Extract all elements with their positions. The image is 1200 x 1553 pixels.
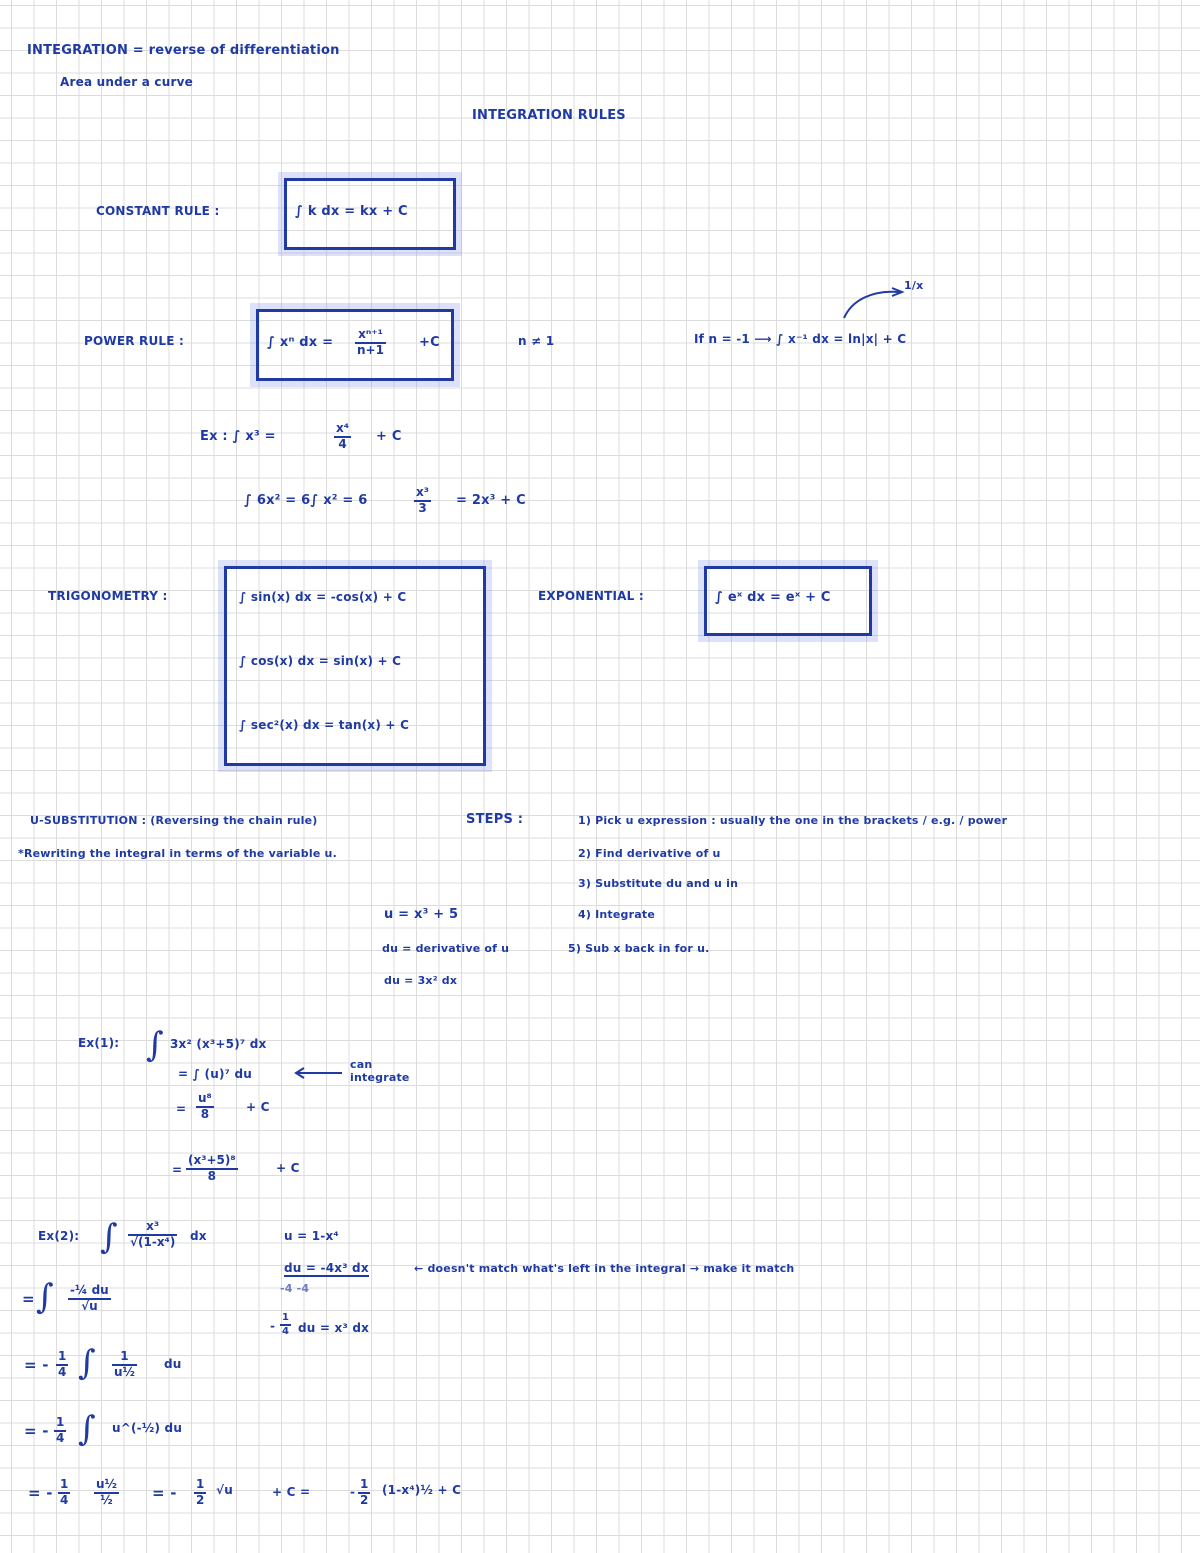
equals-sign: =: [172, 1163, 183, 1177]
step-5: 5) Sub x back in for u.: [568, 942, 710, 955]
constant-rule-formula: ∫ k dx = kx + C: [295, 204, 408, 219]
example-2-step4-plus-c: + C =: [272, 1485, 311, 1499]
power-rule-plus-c: +C: [419, 335, 440, 350]
page-subtitle: Area under a curve: [60, 75, 193, 89]
constant-rule-box: [284, 178, 456, 250]
example-2-integrand-denominator: √(1-x⁴): [130, 1234, 176, 1249]
example-2-step4-mid-denominator: 2: [196, 1492, 205, 1507]
minus-sign: -: [350, 1485, 356, 1499]
example-1-step4-denominator: 8: [207, 1168, 216, 1183]
example-2-step4-fraction: [94, 1478, 119, 1508]
example-2-dx: dx: [190, 1229, 207, 1243]
step-4: 4) Integrate: [578, 908, 655, 921]
trig-rule-sin: ∫ sin(x) dx = -cos(x) + C: [239, 590, 407, 604]
example-2-u-definition: u = 1-x⁴: [284, 1229, 339, 1243]
reciprocal-note: 1/x: [904, 279, 924, 292]
example-2-du-note: ← doesn't match what's left in the integral → make it match: [414, 1262, 795, 1275]
example-2-du-result-coefficient: [280, 1312, 291, 1337]
example-2-step2-denominator: u½: [114, 1364, 135, 1379]
constant-rule-label: CONSTANT RULE :: [96, 204, 220, 218]
example-2-step4-sqrt: √u: [216, 1483, 233, 1497]
example-2-du-result-coef-numerator: 1: [280, 1312, 291, 1326]
curved-arrow-icon: [840, 282, 910, 322]
du-definition: du = derivative of u: [382, 942, 510, 955]
example-2-integrand-fraction: [128, 1220, 177, 1250]
example-2-step4-mid-numerator: 1: [194, 1478, 206, 1494]
example-2-step3-coefficient: [54, 1416, 66, 1446]
example-2-step2-coefficient: [56, 1350, 68, 1380]
example-2-step3-suffix: u^(-½) du: [112, 1421, 183, 1435]
equals-minus-sign: = -: [24, 1356, 49, 1374]
power-example-2-fraction: [414, 486, 431, 516]
example-2-step4-coef-denominator: 4: [60, 1492, 69, 1507]
example-2-du-result-coef-denominator: 4: [282, 1325, 289, 1337]
du-result: du = 3x² dx: [384, 974, 458, 987]
can-integrate-note: can integrate: [350, 1058, 410, 1085]
example-2-step4-end-coefficient: [358, 1478, 370, 1508]
u-substitution-label: U-SUBSTITUTION : (Reversing the chain rule): [30, 814, 318, 827]
example-2-step4-end-numerator: 1: [358, 1478, 370, 1494]
example-2-step4-numerator: u½: [94, 1478, 119, 1494]
example-2-step2-coef-numerator: 1: [56, 1350, 68, 1366]
power-rule-numerator: xⁿ⁺¹: [355, 328, 386, 344]
example-1-integrand: 3x² (x³+5)⁷ dx: [170, 1037, 267, 1051]
equals-minus-sign: = -: [28, 1484, 53, 1502]
integral-sign-icon: ∫: [78, 1343, 96, 1383]
equals-minus-sign: = -: [24, 1422, 49, 1440]
power-example-1-prefix: Ex : ∫ x³ =: [200, 429, 276, 444]
example-2-du-result: du = x³ dx: [298, 1321, 370, 1335]
example-1-label: Ex(1):: [78, 1036, 120, 1050]
example-1-step3-fraction: [196, 1092, 214, 1122]
trigonometry-label: TRIGONOMETRY :: [48, 589, 168, 603]
example-2-step2-numerator: 1: [112, 1350, 137, 1366]
example-2-step4-coef-numerator: 1: [58, 1478, 70, 1494]
power-rule-box: [256, 309, 454, 381]
example-2-final-answer: (1-x⁴)½ + C: [382, 1483, 462, 1497]
example-2-step1-denominator: √u: [81, 1298, 98, 1313]
left-arrow-icon: [292, 1066, 344, 1080]
exponential-box: [704, 566, 872, 636]
example-2-step2-suffix: du: [164, 1357, 182, 1371]
power-example-2-prefix: ∫ 6x² = 6∫ x² = 6: [244, 493, 368, 508]
integral-sign-icon: ∫: [146, 1025, 164, 1065]
integral-sign-icon: ∫: [78, 1409, 96, 1449]
example-2-step3-coef-denominator: 4: [56, 1430, 65, 1445]
rules-heading: INTEGRATION RULES: [472, 108, 626, 123]
equals-minus-sign: = -: [152, 1484, 177, 1502]
example-2-label: Ex(2):: [38, 1229, 80, 1243]
example-2-du-line: du = -4x³ dx: [284, 1261, 369, 1275]
trigonometry-box: [224, 566, 486, 766]
step-1: 1) Pick u expression : usually the one in the brackets / e.g. / power: [578, 814, 1008, 827]
trig-rule-cos: ∫ cos(x) dx = sin(x) + C: [239, 654, 402, 668]
example-2-step1-numerator: -¼ du: [68, 1284, 111, 1300]
u-substitution-note: *Rewriting the integral in terms of the variable u.: [18, 847, 337, 860]
example-2-integrand-numerator: x³: [128, 1220, 177, 1236]
power-example-1-suffix: + C: [376, 429, 402, 444]
power-example-2-denominator: 3: [418, 500, 427, 515]
integral-sign-icon: ∫: [36, 1277, 54, 1317]
power-example-2-suffix: = 2x³ + C: [456, 493, 526, 508]
example-1-step3-suffix: + C: [246, 1100, 270, 1114]
power-rule-special-case: If n = -1 ⟶ ∫ x⁻¹ dx = ln|x| + C: [694, 332, 907, 346]
exponential-formula: ∫ eˣ dx = eˣ + C: [715, 590, 831, 605]
power-example-1-denominator: 4: [338, 436, 347, 451]
power-rule-label: POWER RULE :: [84, 334, 185, 348]
equals-sign: =: [176, 1102, 187, 1116]
page-title: INTEGRATION = reverse of differentiation: [27, 43, 340, 58]
u-definition: u = x³ + 5: [384, 907, 459, 922]
power-rule-fraction: [355, 328, 386, 358]
example-1-substituted: = ∫ (u)⁷ du: [178, 1067, 253, 1081]
example-1-step3-denominator: 8: [200, 1106, 210, 1121]
power-rule-condition: n ≠ 1: [518, 334, 555, 348]
example-2-step4-denominator: ½: [100, 1492, 113, 1507]
example-2-du-divisors: -4 -4: [280, 1282, 310, 1295]
example-1-step3-numerator: u⁸: [196, 1092, 214, 1108]
example-2-step2-fraction: [112, 1350, 137, 1380]
power-example-1-fraction: [334, 422, 351, 452]
trig-rule-sec: ∫ sec²(x) dx = tan(x) + C: [239, 718, 410, 732]
example-2-step2-coef-denominator: 4: [58, 1364, 67, 1379]
example-2-step3-coef-numerator: 1: [54, 1416, 66, 1432]
step-2: 2) Find derivative of u: [578, 847, 721, 860]
power-example-1-numerator: x⁴: [334, 422, 351, 438]
example-2-step1-fraction: [68, 1284, 111, 1314]
example-1-step4-fraction: [186, 1154, 238, 1184]
power-example-2-numerator: x³: [414, 486, 431, 502]
exponential-label: EXPONENTIAL :: [538, 589, 644, 603]
equals-sign: =: [22, 1290, 35, 1308]
steps-label: STEPS :: [466, 812, 524, 827]
integral-sign-icon: ∫: [100, 1217, 118, 1257]
power-rule-denominator: n+1: [357, 342, 384, 357]
power-rule-integral: ∫ xⁿ dx =: [267, 335, 334, 350]
example-1-step4-numerator: (x³+5)⁸: [186, 1154, 238, 1170]
minus-sign: -: [270, 1319, 276, 1333]
example-1-step4-suffix: + C: [276, 1161, 300, 1175]
example-2-step4-end-denominator: 2: [360, 1492, 369, 1507]
example-2-step4-mid-coefficient: [194, 1478, 206, 1508]
step-3: 3) Substitute du and u in: [578, 877, 739, 890]
example-2-step4-coefficient: [58, 1478, 70, 1508]
